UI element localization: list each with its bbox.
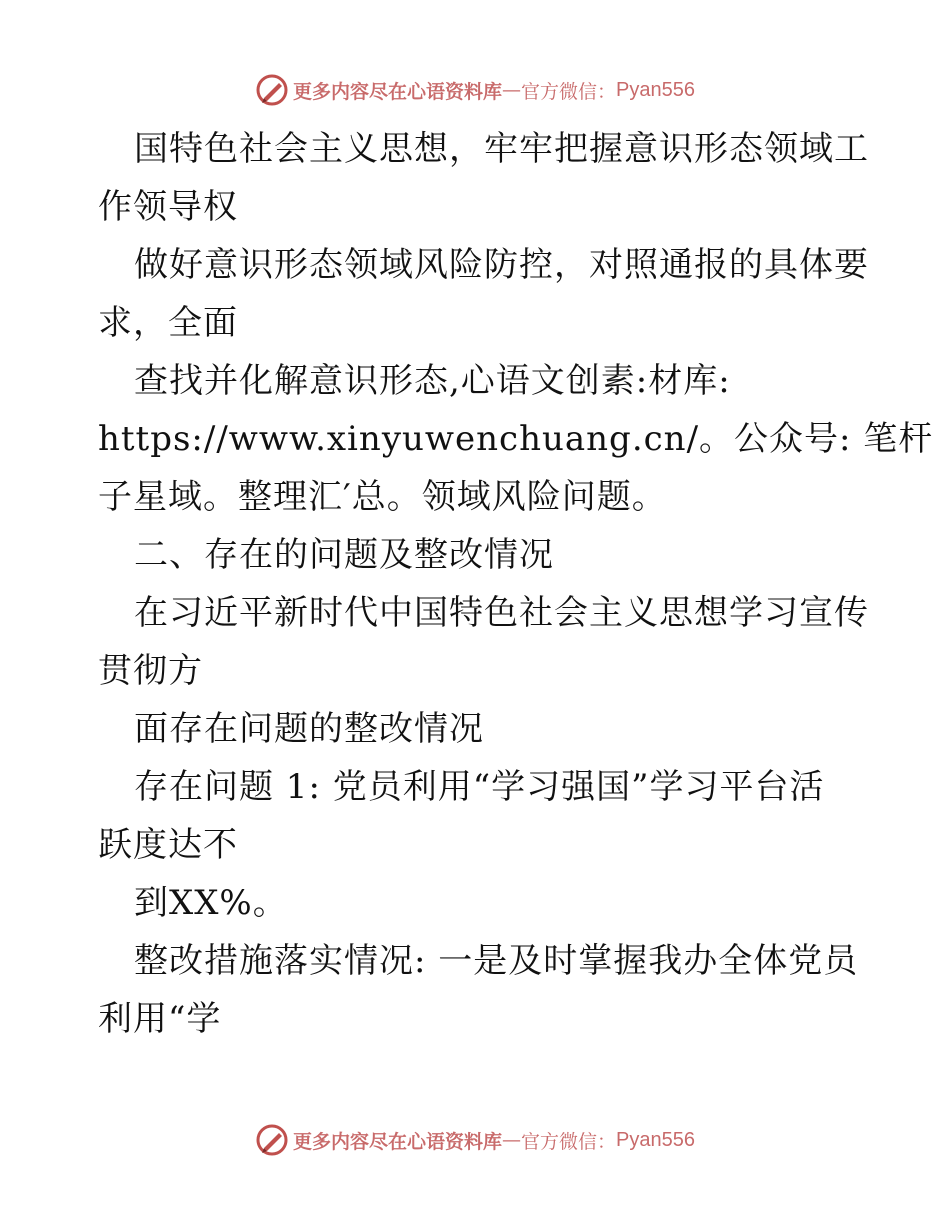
text-line: 存在问题 1: 党员利用“学习强国”学习平台活 [134, 767, 825, 807]
pen-logo-icon [255, 1123, 289, 1157]
text-line: 查找并化解意识形态,心语文创素:材库: [134, 361, 731, 401]
text-line: 作领导权 [98, 187, 238, 227]
text-line: 做好意识形态领域风险防控，对照通报的具体要 [134, 245, 869, 285]
footer-watermark [0, 1120, 950, 1160]
watermark-title: 更多内容尽在心语资料库 [293, 1130, 503, 1153]
pen-logo-icon [255, 73, 289, 107]
text-line: 贯彻方 [98, 651, 203, 691]
text-line: 跃度达不 [98, 825, 238, 865]
document-body [98, 120, 934, 1048]
text-line: 国特色社会主义思想，牢牢把握意识形态领域工 [134, 129, 869, 169]
text-line: 二、存在的问题及整改情况 [134, 535, 554, 575]
watermark-title: 更多内容尽在心语资料库 [293, 80, 503, 103]
text-line: 利用“学 [98, 999, 222, 1039]
watermark-separator: — [502, 1129, 522, 1151]
watermark-wechat-id: Pyan556 [616, 78, 695, 101]
text-line: 面存在问题的整改情况 [134, 709, 484, 749]
text-line: 整改措施落实情况: 一是及时掌握我办全体党员 [134, 941, 859, 981]
watermark-wechat-label: 官方微信： [521, 80, 617, 103]
text-line: 求，全面 [98, 303, 238, 343]
watermark-wechat-id: Pyan556 [616, 1128, 695, 1151]
text-line: 到XX%。 [134, 883, 288, 923]
watermark-separator: — [502, 79, 522, 101]
text-line: https://www.xinyuwenchuang.cn/。公众号: 笔杆 [98, 419, 934, 459]
header-watermark [0, 70, 950, 110]
text-line: 子星域。整理汇′总。领域风险问题。 [98, 477, 667, 517]
watermark-wechat-label: 官方微信： [521, 1130, 617, 1153]
text-line: 在习近平新时代中国特色社会主义思想学习宣传 [134, 593, 869, 633]
